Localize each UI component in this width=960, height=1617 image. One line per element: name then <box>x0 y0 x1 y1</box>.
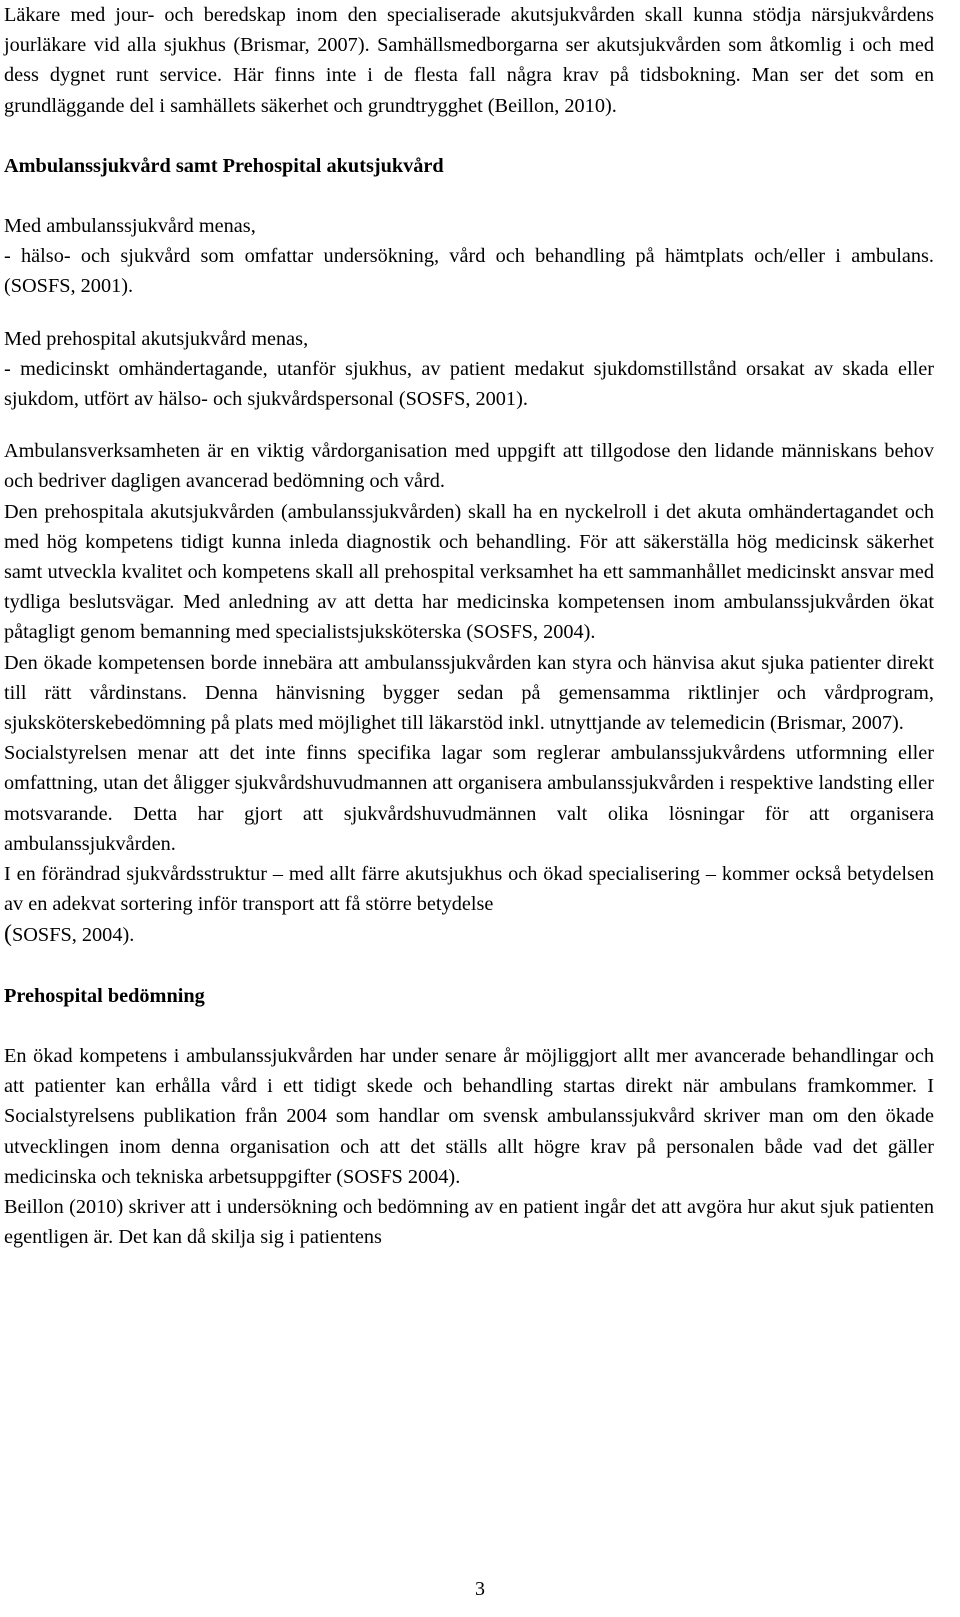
paragraph-increased-competence-2: En ökad kompetens i ambulanssjukvården har under senare år möjliggjort allt mer avancerade behandlingar och att patienter kan erhålla vård i ett tidigt skede och behandling startas direkt när ambulans framkommer. I Socialstyrelsens publikation från 2004 som handlar om svensk ambulanssjukvård skriver man om den ökade utvecklingen inom denna organisation och att det ställs allt högre krav på personalen både vad det gäller medicinska och tekniska arbetsuppgifter (SOSFS 2004). <box>4 1044 934 1188</box>
paragraph-beillon: Beillon (2010) skriver att i undersökning och bedömning av en patient ingår det att avgöra hur akut sjuk patienten egentligen är. Det kan då skilja sig i patientens <box>4 1195 934 1249</box>
citation-paren: ( <box>4 921 12 948</box>
citation-sosfs-2004: SOSFS, 2004). <box>12 924 135 947</box>
paragraph-social-board: Socialstyrelsen menar att det inte finns specifika lagar som reglerar ambulanssjukvårdens utformning eller omfattning, utan det åligger sjukvårdshuvudmannen att organisera ambulanssjukvården i respektive landsting eller motsvarande. Detta har gjort att sjukvårdshuvudmännen valt olika lösningar för att organisera ambulanssjukvården. <box>4 742 934 855</box>
paragraph-changed-structure <box>4 859 934 951</box>
paragraph-prehospital-role: Den prehospitala akutsjukvården (ambulanssjukvården) skall ha en nyckelroll i det akuta omhändertagandet och med hög kompetens tidigt kunna inleda diagnostik och behandling. För att säkerställa hög medicinsk säkerhet samt utveckla kvalitet och kompetens skall all prehospital verksamhet ha ett sammanhållet medicinskt ansvar med tydliga beslutsvägar. Med anledning av att detta har medicinska kompetensen inom ambulanssjukvården ökat påtagligt genom bemanning med specialistsjuksköterska (SOSFS, 2004). <box>4 500 934 644</box>
heading-prehospital-assessment: Prehospital bedömning <box>4 984 205 1007</box>
paragraph-ambulance-operations: Ambulansverksamheten är en viktig vårdorganisation med uppgift att tillgodose den lidande människans behov och bedriver dagligen avancerad bedömning och vård. <box>4 440 934 493</box>
paragraph-increased-competence: Den ökade kompetensen borde innebära att ambulanssjukvården kan styra och hänvisa akut sjuka patienter direkt till rätt vårdinstans. Denna hänvisning bygger sedan på gemensamma riktlinjer och vårdprogram, sjuksköterskebedömning på plats med möjlighet till läkarstöd inkl. utnyttjande av telemedicin (Brismar, 2007). <box>4 651 934 735</box>
heading-ambulance-care: Ambulanssjukvård samt Prehospital akutsjukvård <box>4 154 444 177</box>
prehospital-definition-body: - medicinskt omhändertagande, utanför sjukhus, av patient medakut sjukdomstillstånd orsakat av skada eller sjukdom, utfört av hälso- och sjukvårdspersonal (SOSFS, 2001). <box>4 357 934 411</box>
page-number: 3 <box>475 1578 485 1600</box>
intro-paragraph: Läkare med jour- och beredskap inom den specialiserade akutsjukvården skall kunna stödja närsjukvårdens jourläkare vid alla sjukhus (Brismar, 2007). Samhällsmedborgarna ser akutsjukvården som åtkomlig i och med dess dygnet runt service. Här finns inte i de flesta fall några krav på tidsbokning. Man ser det som en grundläggande del i samhällets säkerhet och grundtrygghet (Beillon, 2010). <box>4 4 934 117</box>
prehospital-definition-lead: Med prehospital akutsjukvård menas, <box>4 327 309 350</box>
ambulance-definition-body: - hälso- och sjukvård som omfattar undersökning, vård och behandling på hämtplats och/eller i ambulans. (SOSFS, 2001). <box>4 245 934 298</box>
changed-structure-text: I en förändrad sjukvårdsstruktur – med allt färre akutsjukhus och ökad specialisering – kommer också betydelsen av en adekvat sortering inför transport att få större betydelse <box>4 863 934 916</box>
ambulance-definition-lead: Med ambulanssjukvård menas, <box>4 215 256 238</box>
